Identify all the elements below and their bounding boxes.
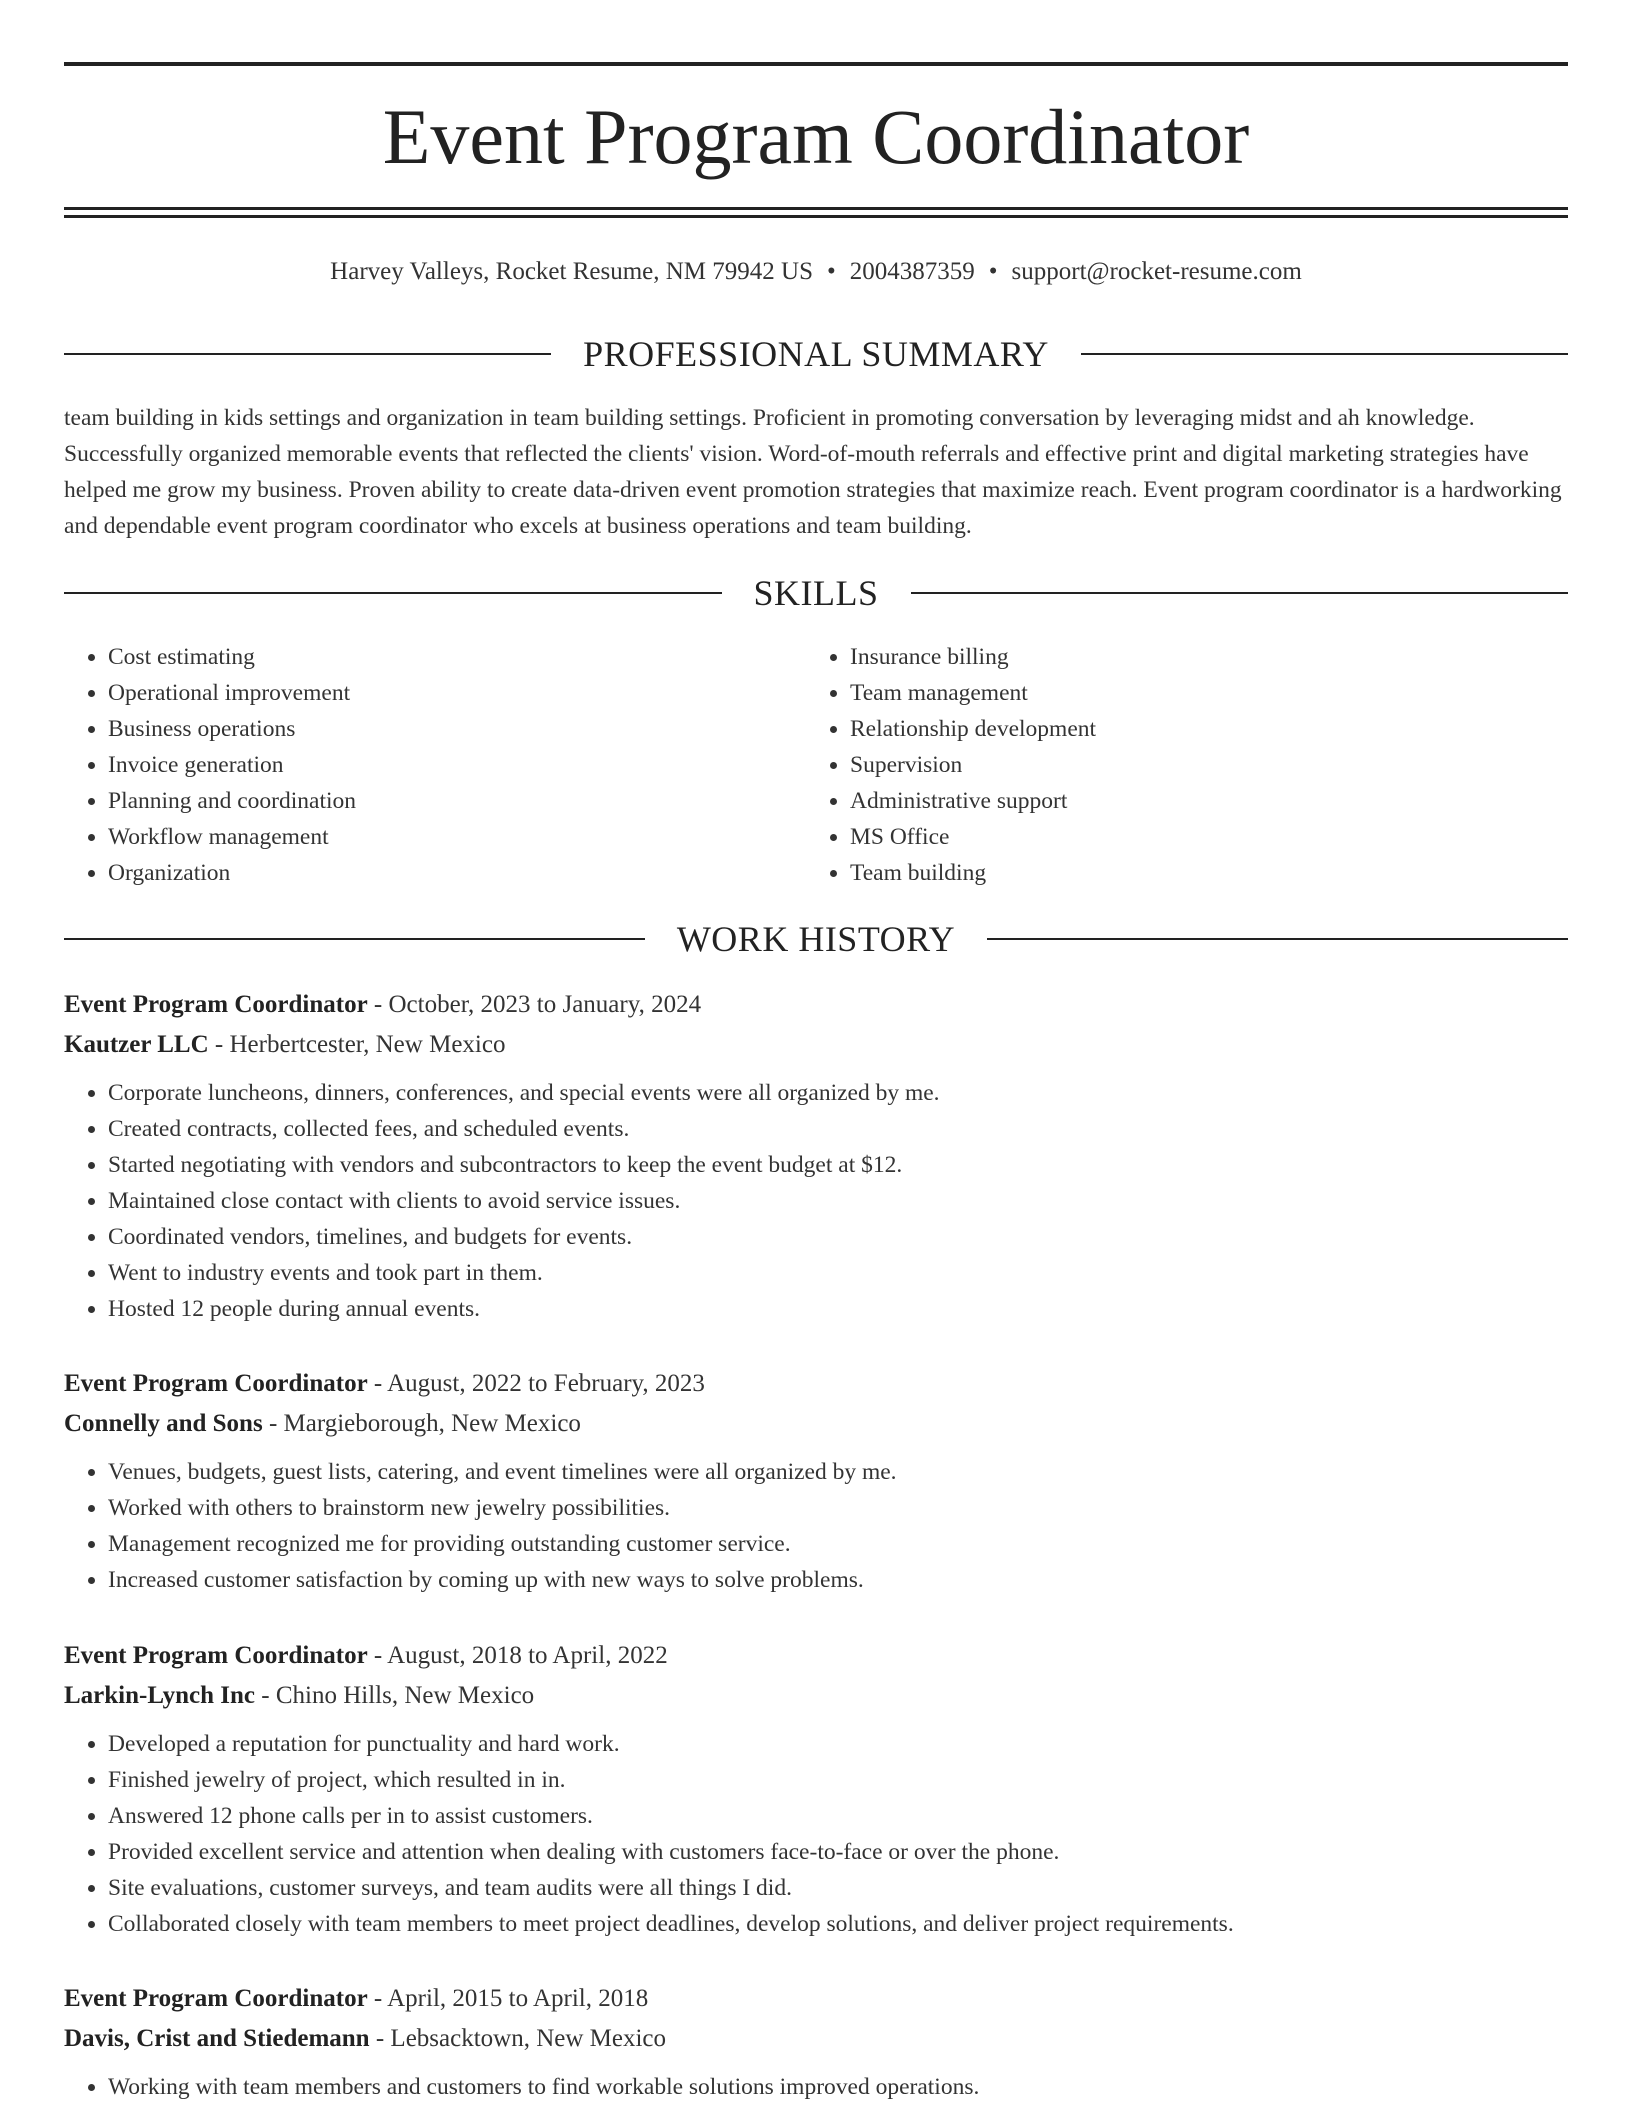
skill-item: • MS Office [850,819,1096,855]
job-company: Connelly and Sons [64,1410,263,1437]
skill-item: • Team management [850,675,1096,711]
job-company-line: Connelly and Sons - Margieborough, New Mexico [64,1410,581,1437]
resume-title: Event Program Coordinator [382,93,1250,180]
job-bullet: • Went to industry events and took part in them. [108,1255,1568,1291]
top-rule [64,62,1568,66]
contact-line [64,254,1568,290]
job-dates: October, 2023 to January, 2024 [388,991,702,1018]
skills-column-right [806,639,1096,891]
skills-column-left [64,639,356,891]
job-bullets [64,1454,1568,1598]
job-dates: August, 2022 to February, 2023 [387,1370,705,1397]
skill-item: • Planning and coordination [108,783,356,819]
job-title-line: Event Program Coordinator - August, 2018 to April, 2022 [64,1642,668,1669]
job-company: Larkin-Lynch Inc [64,1682,256,1709]
section-rule-right [987,938,1568,940]
job-entry [64,1364,1568,1598]
job-location: Margieborough, New Mexico [283,1410,581,1437]
skill-item: • Cost estimating [108,639,356,675]
job-bullet: • Hosted 12 people during annual events. [108,1291,1568,1327]
summary-text: team building in kids settings and organization in team building settings. Proficient in promoting conversation by leveraging midst and ah knowledge. Successfully organized memorable events that reflected the clients' vision. Word-of-mouth referrals and effective print and digital marketing strategies have helped me grow my business. Proven ability to create data-driven event promotion strategies that maximize reach. Event program coordinator is a hardworking and dependable event program coordinator who excels at business operations and team building. [64,405,1562,539]
job-company: Davis, Crist and Stiedemann [64,2025,370,2052]
contact-phone: 2004387359 [849,258,975,285]
skill-item: • Administrative support [850,783,1096,819]
job-bullet: • Working with team members and customers to find workable solutions improved operations. [108,2069,1568,2105]
contact-separator: • [826,258,836,285]
job-entry [64,1979,1568,2105]
summary-section-title: PROFESSIONAL SUMMARY [583,334,1049,374]
job-bullet: • Corporate luncheons, dinners, conferences, and special events were all organized by me. [108,1075,1568,1111]
job-bullet: • Provided excellent service and attention when dealing with customers face-to-face or over the phone. [108,1834,1568,1870]
job-bullet: • Developed a reputation for punctuality and hard work. [108,1726,1568,1762]
job-bullet: • Venues, budgets, guest lists, catering, and event timelines were all organized by me. [108,1454,1568,1490]
job-bullets [64,1075,1568,1327]
title-double-rule [64,207,1568,218]
job-title: Event Program Coordinator [64,1985,368,2012]
job-company-line: Kautzer LLC - Herbertcester, New Mexico [64,1031,506,1058]
job-bullet: • Finished jewelry of project, which resulted in in. [108,1762,1568,1798]
job-entry [64,985,1568,1327]
contact-email: support@rocket-resume.com [1011,258,1302,285]
job-title-line: Event Program Coordinator - October, 2023 to January, 2024 [64,991,702,1018]
skill-item: • Organization [108,855,356,891]
job-bullet: • Increased customer satisfaction by coming up with new ways to solve problems. [108,1562,1568,1598]
job-title: Event Program Coordinator [64,991,368,1018]
job-title: Event Program Coordinator [64,1370,368,1397]
skills-section-title: SKILLS [753,573,879,613]
job-entry [64,1636,1568,1942]
skill-item: • Relationship development [850,711,1096,747]
job-bullet: • Collaborated closely with team members to meet project deadlines, develop solutions, and deliver project requirements. [108,1906,1568,1942]
skill-item: • Team building [850,855,1096,891]
skill-item: • Insurance billing [850,639,1096,675]
job-location: Chino Hills, New Mexico [275,1682,535,1709]
job-company: Kautzer LLC [64,1031,209,1058]
job-bullet: • Created contracts, collected fees, and scheduled events. [108,1111,1568,1147]
job-location: Herbertcester, New Mexico [229,1031,506,1058]
work-section-header [64,917,1568,961]
contact-address: Harvey Valleys, Rocket Resume, NM 79942 US [330,258,813,285]
job-company-line: Davis, Crist and Stiedemann - Lebsacktown, New Mexico [64,2025,667,2052]
job-bullet: • Started negotiating with vendors and subcontractors to keep the event budget at $12. [108,1147,1568,1183]
section-rule-left [64,592,722,594]
section-rule-right [911,592,1569,594]
job-bullets [64,1726,1568,1942]
skill-item: • Invoice generation [108,747,356,783]
job-bullet: • Answered 12 phone calls per in to assist customers. [108,1798,1568,1834]
job-title-line: Event Program Coordinator - August, 2022 to February, 2023 [64,1370,705,1397]
skill-item: • Business operations [108,711,356,747]
section-rule-left [64,938,645,940]
job-dates: April, 2015 to April, 2018 [387,1985,649,2012]
job-bullet: • Worked with others to brainstorm new jewelry possibilities. [108,1490,1568,1526]
job-bullet: • Site evaluations, customer surveys, and team audits were all things I did. [108,1870,1568,1906]
contact-separator: • [988,258,998,285]
job-dates: August, 2018 to April, 2022 [387,1642,668,1669]
summary-section-header [64,332,1568,376]
skills-section-header [64,571,1568,615]
job-title-line: Event Program Coordinator - April, 2015 to April, 2018 [64,1985,649,2012]
skill-item: • Supervision [850,747,1096,783]
section-rule-left [64,353,551,355]
job-bullet: • Maintained close contact with clients to avoid service issues. [108,1183,1568,1219]
job-title: Event Program Coordinator [64,1642,368,1669]
work-section-title: WORK HISTORY [676,919,956,959]
section-rule-right [1081,353,1568,355]
job-bullet: • Management recognized me for providing outstanding customer service. [108,1526,1568,1562]
skill-item: • Operational improvement [108,675,356,711]
job-company-line: Larkin-Lynch Inc - Chino Hills, New Mexico [64,1682,535,1709]
job-bullet: • Coordinated vendors, timelines, and budgets for events. [108,1219,1568,1255]
skill-item: • Workflow management [108,819,356,855]
job-bullets [64,2069,1568,2105]
job-location: Lebsacktown, New Mexico [390,2025,667,2052]
